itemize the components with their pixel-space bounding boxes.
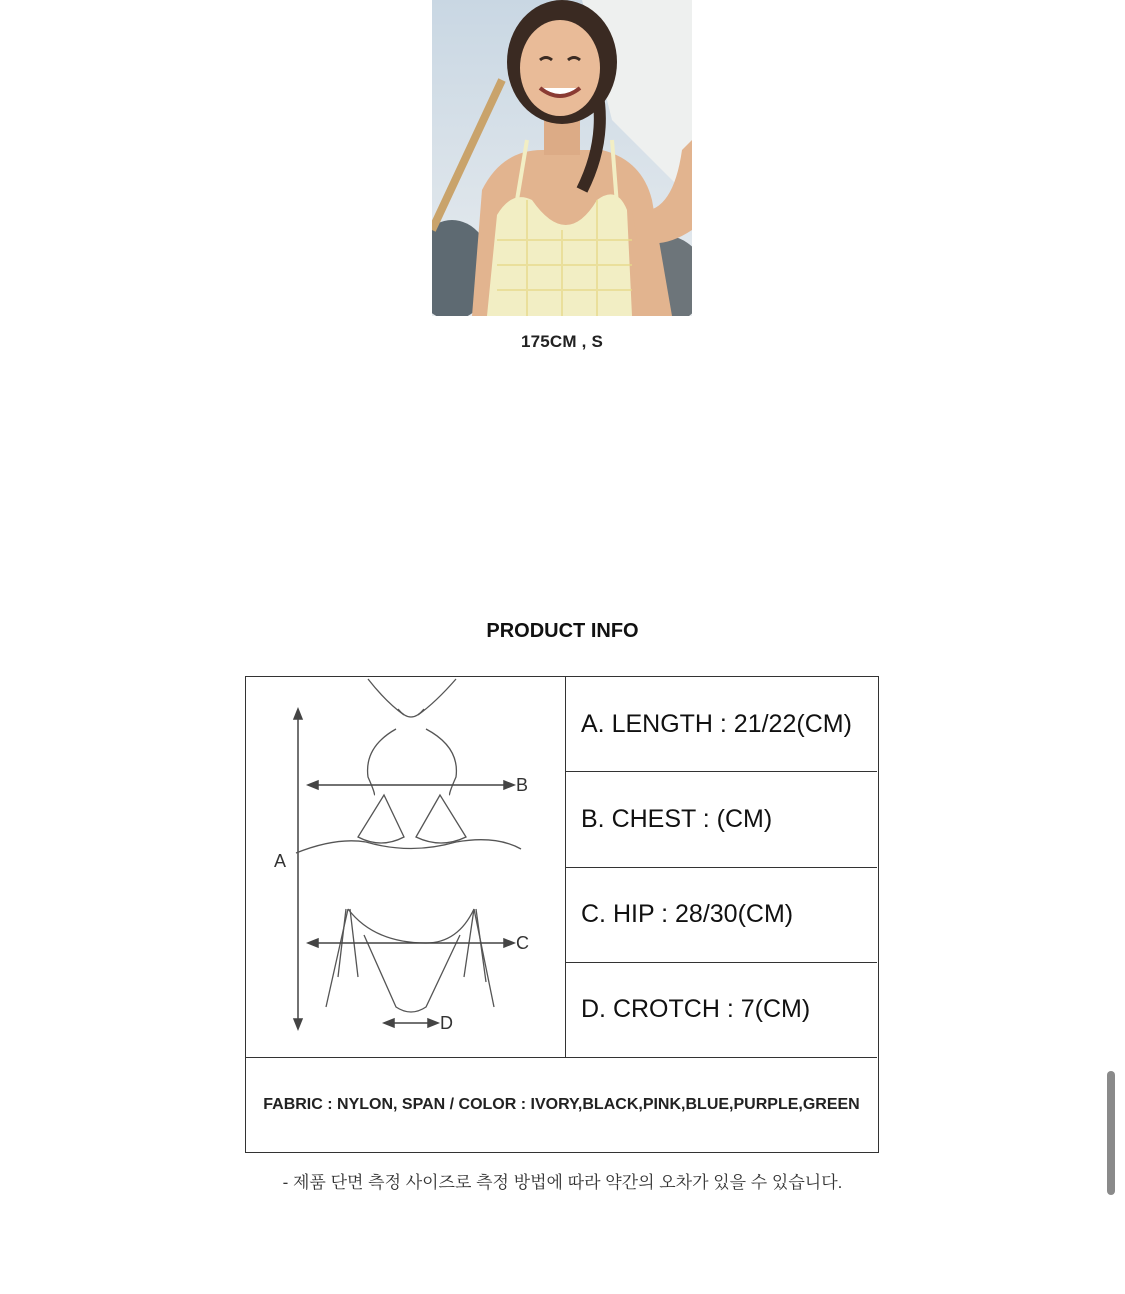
scrollbar[interactable] [1107,1071,1115,1195]
product-info-table [245,676,879,1153]
bikini-top-drawing [296,679,521,853]
measurements-column [565,677,877,1058]
measurement-crotch: D. CROTCH : 7(CM) [565,963,877,1058]
label-c: C [516,933,529,953]
measurement-note: - 제품 단면 측정 사이즈로 측정 방법에 따라 약간의 오차가 있을 수 있습니다. [282,1173,843,1192]
measurement-chest: B. CHEST : (CM) [565,772,877,867]
measurement-length: A. LENGTH : 21/22(CM) [565,677,877,772]
chest-arrow [308,781,514,789]
fabric-color-info: FABRIC : NYLON, SPAN / COLOR : IVORY,BLACK,PINK,BLUE,PURPLE,GREEN [263,1095,860,1113]
measurement-hip: C. HIP : 28/30(CM) [565,868,877,963]
hip-arrow [308,939,514,947]
model-size-caption: 175CM , S [520,332,604,351]
bikini-bottom-drawing [326,909,494,1012]
label-a: A [274,851,287,871]
product-info-title: PRODUCT INFO [486,620,639,642]
length-arrow [294,709,302,1029]
size-diagram [246,677,566,1058]
label-d: D [440,1013,453,1033]
label-b: B [516,775,529,795]
crotch-arrow [384,1019,438,1027]
model-photo [432,0,692,316]
